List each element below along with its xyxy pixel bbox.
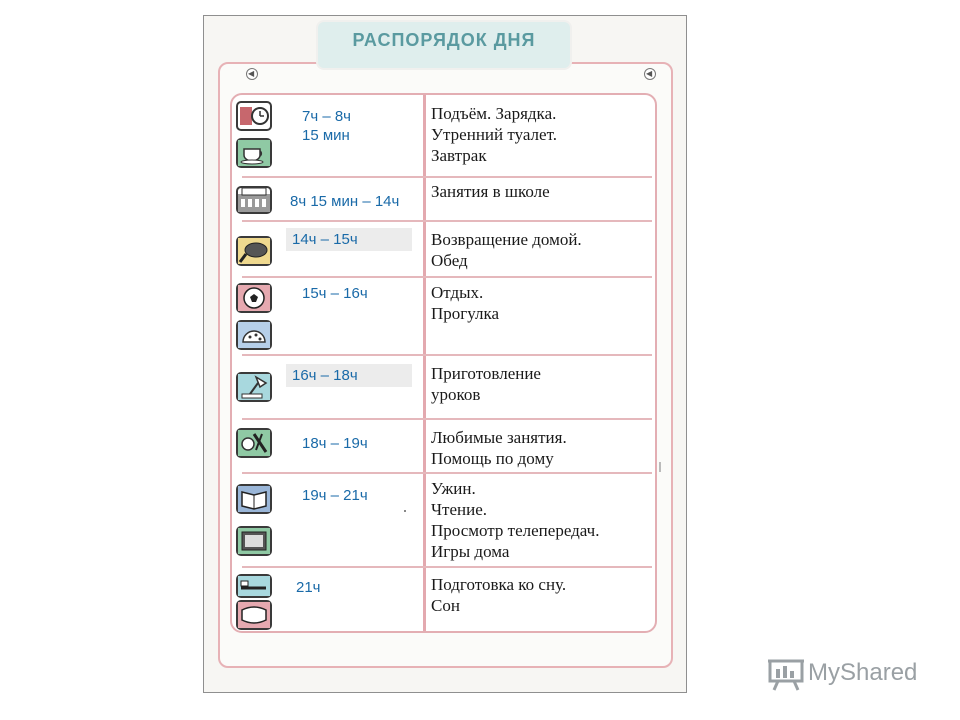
tv-icon [236, 526, 272, 556]
hobby-tools-icon [236, 428, 272, 458]
activity-cell [431, 478, 599, 562]
row-divider [242, 472, 652, 474]
activity-cell [431, 181, 550, 202]
activity-cell [431, 282, 499, 324]
row-divider [242, 276, 652, 278]
row-divider [242, 566, 652, 568]
school-icon [236, 186, 272, 214]
activity-line: Просмотр телепередач. [431, 521, 600, 540]
book-icon [236, 484, 272, 514]
time-slot: 15ч – 16ч [302, 285, 368, 302]
time-slot: 16ч – 18ч [286, 364, 412, 387]
activity-line: Любимые занятия. [431, 428, 567, 447]
page-title: РАСПОРЯДОК ДНЯ [352, 30, 536, 50]
row-divider [242, 176, 652, 178]
activity-line: Игры дома [431, 542, 510, 561]
time-slot: 18ч – 19ч [302, 435, 368, 452]
watermark-brand: MyShared [808, 659, 918, 686]
activity-line: Чтение. [431, 500, 488, 519]
pillow-icon [236, 600, 272, 630]
activity-line: Приготовление [431, 364, 541, 383]
frying-pan-icon [236, 236, 272, 266]
page-marker-right-icon: ◀ [644, 68, 656, 80]
activity-line: Помощь по дому [431, 449, 554, 468]
activity-cell [431, 574, 566, 616]
alarm-clock-icon [236, 101, 272, 131]
time-slot: 19ч – 21ч [302, 487, 368, 504]
presentation-board-icon [768, 657, 804, 696]
page-marker-left-icon: ◀ [246, 68, 258, 80]
activity-cell [431, 363, 541, 405]
desk-lamp-icon [236, 372, 272, 402]
activity-line: уроков [431, 385, 481, 404]
hat-icon [236, 320, 272, 350]
soccer-ball-icon [236, 283, 272, 313]
activity-line: Занятия в школе [431, 182, 550, 201]
time-slot: 21ч [296, 579, 321, 596]
activity-line: Утренний туалет. [431, 125, 557, 144]
row-divider [242, 418, 652, 420]
activity-line: Обед [431, 251, 468, 270]
time-slot: 8ч 15 мин – 14ч [290, 193, 400, 210]
activity-line: Подъём. Зарядка. [431, 104, 557, 123]
activity-line: Сон [431, 596, 460, 615]
activity-cell [431, 103, 557, 166]
activity-line: Возвращение домой. [431, 230, 582, 249]
activity-cell [431, 229, 582, 271]
activity-cell [431, 427, 567, 469]
time-slot: 7ч – 8ч 15 мин [302, 108, 351, 144]
activity-line: Завтрак [431, 146, 487, 165]
activity-line: Ужин. [431, 479, 476, 498]
print-speck [404, 510, 406, 512]
toothbrush-icon [236, 574, 272, 598]
row-divider [242, 220, 652, 222]
activity-line: Прогулка [431, 304, 500, 323]
teacup-icon [236, 138, 272, 168]
time-slot: 14ч – 15ч [286, 228, 412, 251]
margin-mark [659, 462, 661, 472]
activity-line: Отдых. [431, 283, 484, 302]
row-divider [242, 354, 652, 356]
activity-line: Подготовка ко сну. [431, 575, 567, 594]
